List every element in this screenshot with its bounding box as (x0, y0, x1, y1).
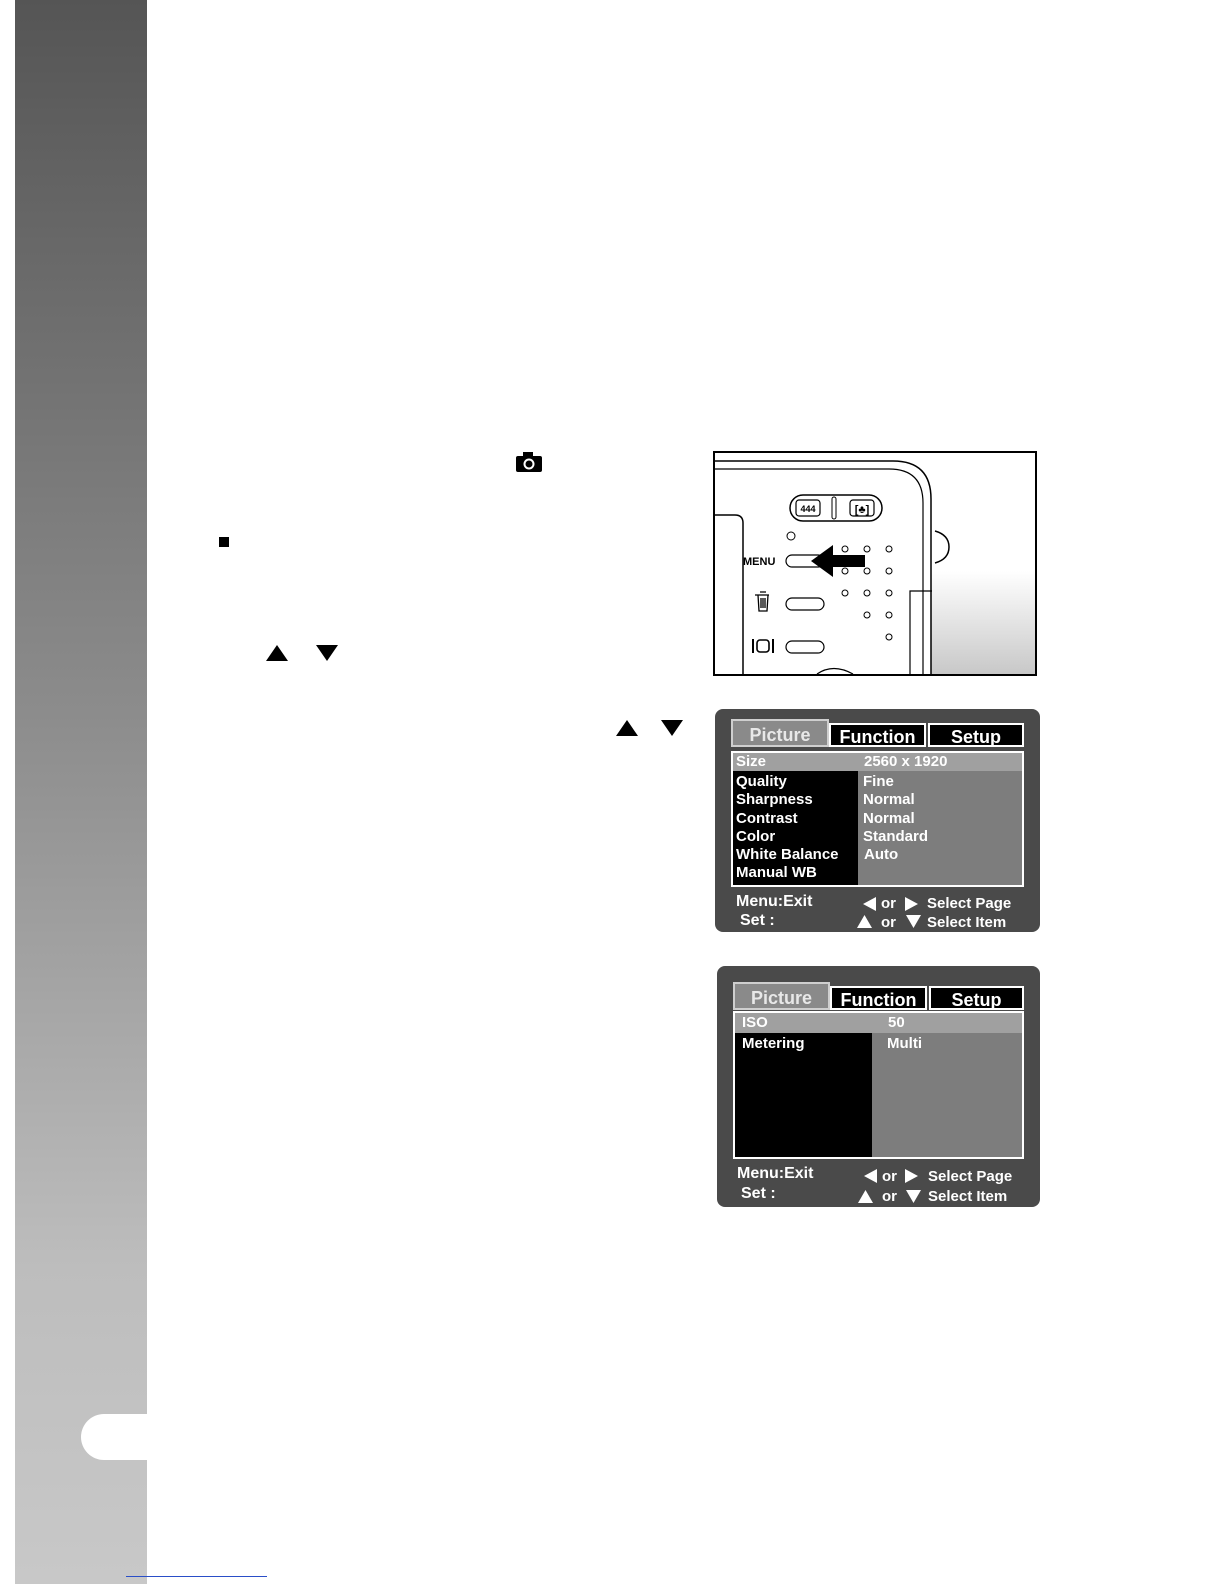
menu-exit-hint: Menu:Exit (736, 893, 813, 910)
menu-row-value: Normal (863, 791, 915, 808)
page-sidebar-band (15, 0, 147, 1584)
menu-panel (733, 1011, 1024, 1159)
menu-row-label: Color (736, 828, 776, 845)
camera-mode-icon (515, 451, 543, 473)
set-hint: Set : (741, 1185, 776, 1202)
or-text: or (881, 895, 896, 912)
tab-setup[interactable]: Setup (928, 723, 1024, 747)
menu-row-value: Standard (863, 828, 929, 845)
menu-row-value: Multi (887, 1035, 922, 1052)
select-item-hint: Select Item (928, 1188, 1008, 1205)
select-page-hint: Select Page (927, 895, 1012, 912)
camera-back-illustration (713, 451, 1037, 676)
menu-row-iso[interactable] (735, 1013, 1022, 1033)
menu-row-value: 2560 x 1920 (864, 753, 948, 770)
menu-row-manual-wb[interactable] (733, 864, 1022, 882)
or-text: or (882, 1188, 897, 1205)
menu-tab-bar (731, 723, 1024, 747)
menu-row-label: Size (736, 753, 767, 770)
select-page-hint: Select Page (928, 1168, 1013, 1185)
up-arrow-icon (266, 645, 288, 661)
left-arrow-icon (864, 1169, 877, 1183)
left-arrow-icon (863, 897, 876, 911)
tab-function[interactable]: Function (830, 986, 927, 1010)
menu-row-quality[interactable] (733, 773, 1022, 791)
menu-row-value: Normal (863, 810, 915, 827)
lcd-menu-screen-picture-page1 (715, 709, 1040, 932)
menu-exit-hint: Menu:Exit (737, 1165, 814, 1182)
bullet-square-icon (219, 537, 229, 547)
right-arrow-icon (905, 897, 918, 911)
svg-text:444: 444 (800, 504, 816, 514)
menu-row-label: Contrast (736, 810, 798, 827)
menu-row-contrast[interactable] (733, 810, 1022, 828)
down-arrow-icon (316, 645, 338, 661)
menu-row-label: Manual WB (736, 864, 817, 881)
menu-row-label: Quality (736, 773, 787, 790)
menu-row-value: Fine (863, 773, 894, 790)
menu-panel (731, 751, 1024, 887)
page-number-tab (81, 1414, 147, 1460)
down-arrow-icon (906, 1190, 921, 1203)
menu-row-color[interactable] (733, 828, 1022, 846)
menu-row-label: Sharpness (736, 791, 813, 808)
menu-row-value: 50 (888, 1014, 905, 1031)
up-arrow-icon (857, 915, 872, 928)
or-text: or (882, 1168, 897, 1185)
menu-row-metering[interactable] (735, 1034, 1022, 1054)
menu-row-white-balance[interactable] (733, 846, 1022, 864)
up-arrow-icon (858, 1190, 873, 1203)
menu-tab-bar (733, 986, 1024, 1010)
right-arrow-icon (905, 1169, 918, 1183)
tab-picture[interactable]: Picture (733, 982, 830, 1010)
tab-function[interactable]: Function (829, 723, 926, 747)
down-arrow-icon (906, 915, 921, 928)
menu-row-size[interactable] (733, 753, 1022, 771)
tab-picture[interactable]: Picture (731, 719, 829, 747)
menu-row-label: White Balance (736, 846, 839, 863)
menu-button-label: MENU (743, 556, 776, 568)
menu-row-value: Auto (864, 846, 899, 863)
up-arrow-icon (616, 720, 638, 736)
menu-row-sharpness[interactable] (733, 791, 1022, 809)
tab-setup[interactable]: Setup (929, 986, 1024, 1010)
down-arrow-icon (661, 720, 683, 736)
svg-text:[♣]: [♣] (854, 504, 870, 516)
select-item-hint: Select Item (927, 914, 1007, 931)
lcd-menu-screen-picture-page2 (717, 966, 1040, 1207)
set-hint: Set : (740, 912, 775, 929)
or-text: or (881, 914, 896, 931)
menu-row-label: ISO (742, 1014, 768, 1031)
footer-link-underline[interactable] (126, 1576, 267, 1577)
menu-row-label: Metering (742, 1035, 805, 1052)
